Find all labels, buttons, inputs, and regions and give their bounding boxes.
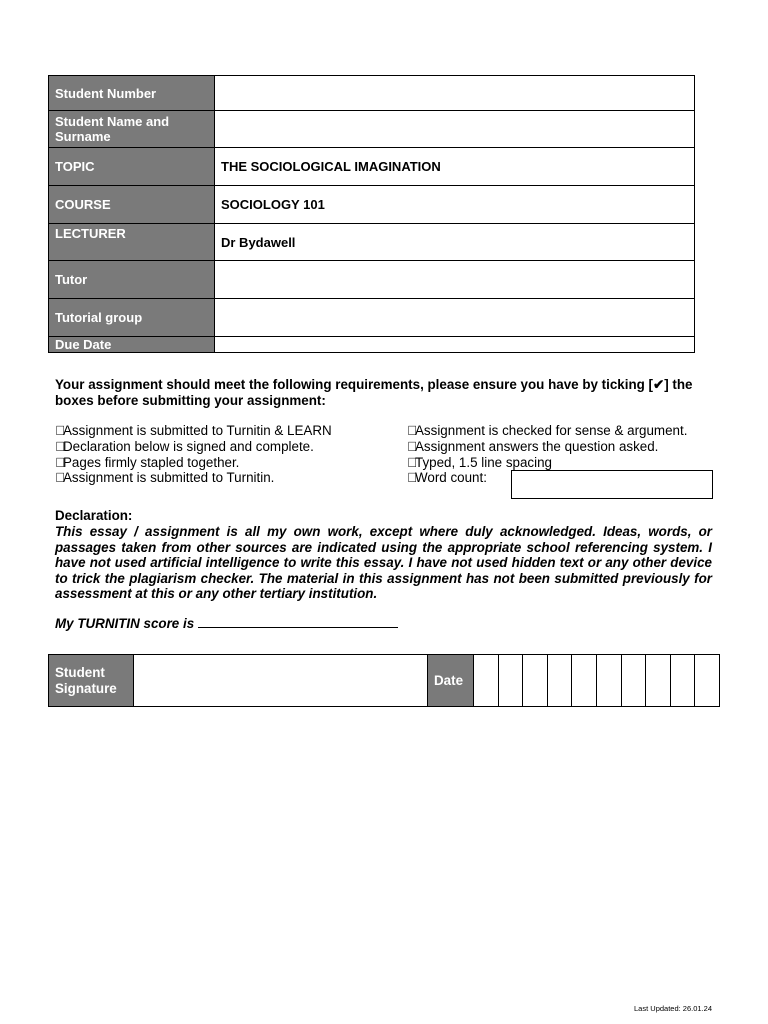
row-lecturer [49,224,695,261]
checkbox-icon[interactable] [55,423,59,439]
due-date-field[interactable] [215,337,695,353]
row-student-name [49,111,695,148]
date-digit-box[interactable] [523,655,548,707]
checklist-left [55,423,332,486]
student-signature-field[interactable] [134,655,428,707]
checklist-item[interactable]: Assignment is checked for sense & argument. [407,423,687,439]
row-topic [49,148,695,186]
checkbox-icon[interactable] [407,439,411,455]
row-tutorial-group [49,299,695,337]
row-due-date [49,337,695,353]
student-name-field[interactable] [215,111,695,148]
lecturer-label: LECTURER [49,224,215,261]
turnitin-score-field[interactable] [198,615,398,628]
date-digit-box[interactable] [474,655,499,707]
last-updated-footer: Last Updated: 26.01.24 [634,1004,712,1013]
checkbox-icon[interactable] [407,455,411,471]
lecturer-value: Dr Bydawell [215,224,695,261]
checklist-item[interactable]: Assignment is submitted to Turnitin. [55,470,332,486]
checklist-item[interactable]: Assignment answers the question asked. [407,439,687,455]
checklist-item[interactable]: Pages firmly stapled together. [55,455,332,471]
due-date-label: Due Date [49,337,215,353]
date-digit-box[interactable] [572,655,597,707]
checklist-item[interactable]: Assignment is submitted to Turnitin & LEARN [55,423,332,439]
checkbox-icon[interactable] [407,470,411,486]
course-value: SOCIOLOGY 101 [215,186,695,224]
row-course [49,186,695,224]
checklist-item[interactable]: Typed, 1.5 line spacing [407,455,687,471]
student-number-field[interactable] [215,76,695,111]
turnitin-score-label: My TURNITIN score is [55,616,195,631]
student-name-label: Student Name and Surname [49,111,215,148]
date-digit-box[interactable] [646,655,671,707]
checklist-item[interactable]: Declaration below is signed and complete. [55,439,332,455]
declaration-text: This essay / assignment is all my own work, except where duly acknowledged. Ideas, words, or passages taken from other sources are indicated using the appropriate school referencing system. I have not used artificial intelligence to write this essay. I have not used hidden text or any other device to trick the plagiarism checker. The material in this assignment has not been submitted previously for assessment at this or any other tertiary institution. [55,524,712,601]
row-tutor [49,261,695,299]
checkbox-icon[interactable] [55,455,59,471]
turnitin-score-line [55,615,398,631]
signature-table [48,654,720,707]
checkbox-icon[interactable] [55,439,59,455]
date-digit-box[interactable] [621,655,646,707]
date-digit-box[interactable] [547,655,572,707]
word-count-field[interactable] [511,470,713,499]
date-label: Date [428,655,474,707]
checkbox-icon[interactable] [407,423,411,439]
requirements-title: Your assignment should meet the following requirements, please ensure you have by ticking [✔] the boxes before submitting your assignment: [55,377,693,408]
row-student-number [49,76,695,111]
date-digit-box[interactable] [596,655,621,707]
date-digit-box[interactable] [670,655,695,707]
student-info-table [48,75,695,353]
tutorial-group-label: Tutorial group [49,299,215,337]
date-digit-box[interactable] [695,655,720,707]
tutorial-group-field[interactable] [215,299,695,337]
tutor-field[interactable] [215,261,695,299]
declaration-title: Declaration: [55,508,133,523]
tutor-label: Tutor [49,261,215,299]
checkbox-icon[interactable] [55,470,59,486]
date-digit-box[interactable] [498,655,523,707]
student-signature-label: Student Signature [49,655,134,707]
topic-value: THE SOCIOLOGICAL IMAGINATION [215,148,695,186]
course-label: COURSE [49,186,215,224]
checklist-item[interactable]: Word count: [407,470,687,486]
topic-label: TOPIC [49,148,215,186]
student-number-label: Student Number [49,76,215,111]
